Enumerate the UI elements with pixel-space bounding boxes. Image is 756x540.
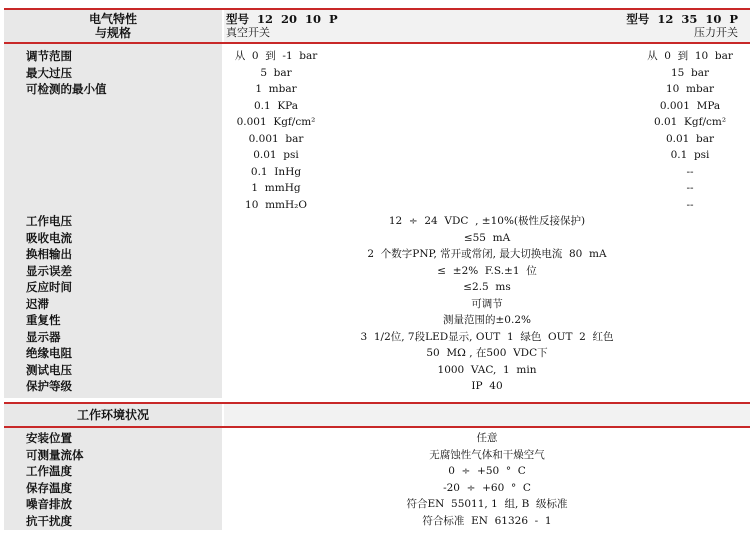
spec-value: 测量范围的±0.2% [443, 314, 531, 326]
row-label: 保护等级 [26, 379, 72, 393]
vacuum-value: 1 mmHg [251, 182, 301, 194]
row-label: 绝缘电阻 [26, 346, 72, 360]
env-value: 符合EN 55011, 1 组, B 级标准 [406, 498, 568, 510]
spec-value: 1000 VAC, 1 min [437, 363, 537, 376]
pressure-model-name: 型号 12 35 10 P [626, 12, 738, 26]
row-label: 可测量流体 [26, 447, 84, 462]
spec-value: IP 40 [471, 380, 503, 392]
env-value: 无腐蚀性气体和干燥空气 [429, 448, 545, 461]
vacuum-value: 0.1 KPa [253, 99, 299, 112]
spec-value: 12 ÷ 24 VDC , ±10%(极性反接保护) [388, 215, 586, 227]
vacuum-value: 0.1 InHg [250, 165, 302, 178]
pressure-value: -- [686, 198, 694, 211]
row-label: 显示误差 [26, 263, 72, 278]
env-value: -20 ÷ +60 ° C [443, 481, 531, 494]
row-label: 工作电压 [26, 214, 72, 228]
pressure-model-header [626, 13, 738, 39]
row-label: 吸收电流 [26, 230, 72, 245]
row-label: 工作温度 [26, 464, 72, 478]
spec-value: ≤ ±2% F.S.±1 位 [437, 264, 537, 277]
row-label: 最大过压 [26, 65, 72, 80]
vacuum-value: 从 0 到 -1 bar [234, 50, 318, 62]
pressure-value: 0.1 psi [670, 149, 710, 161]
vacuum-model-type: 真空开关 [226, 26, 270, 39]
pressure-value: 从 0 到 10 bar [647, 50, 733, 62]
pressure-value: 0.01 Kgf/cm² [653, 116, 727, 128]
spec-value: 50 MΩ , 在500 VDC下 [426, 347, 548, 359]
vacuum-value: 0.01 psi [253, 149, 299, 161]
top-rule [4, 8, 750, 10]
spec-value: 3 1/2位, 7段LED显示, OUT 1 绿色 OUT 2 红色 [360, 330, 614, 343]
env-value: 符合标准 EN 61326 - 1 [422, 514, 552, 527]
row-label: 可检测的最小值 [26, 82, 107, 96]
env-value: 0 ÷ +50 ° C [448, 465, 526, 477]
row-label: 重复性 [26, 313, 61, 327]
pressure-value: 0.01 bar [665, 132, 715, 145]
section-title-electrical [4, 12, 222, 40]
env-top-rule [4, 402, 750, 404]
spec-value: ≤2.5 ms [463, 281, 511, 293]
vacuum-value: 1 mbar [255, 83, 297, 95]
spec-value: 2 个数字PNP, 常开或常闭, 最大切换电流 80 mA [367, 248, 607, 260]
spec-value: ≤55 mA [463, 231, 511, 244]
pressure-model-type: 压力开关 [694, 26, 738, 39]
vacuum-value: 0.001 Kgf/cm² [236, 116, 316, 128]
row-label: 安装位置 [26, 431, 72, 445]
section-title-environment: 工作环境状况 [76, 408, 149, 422]
pressure-value: 0.001 MPa [659, 99, 721, 112]
row-label: 迟滞 [26, 296, 49, 311]
row-label: 保存温度 [26, 480, 72, 495]
row-label: 反应时间 [26, 280, 72, 294]
header-rule [4, 42, 750, 44]
section-title-line2: 与规格 [94, 26, 131, 40]
pressure-value: 10 mbar [666, 83, 714, 95]
env-value: 任意 [476, 432, 498, 444]
pressure-value: -- [686, 165, 694, 178]
vacuum-value: 10 mmH₂O [245, 198, 307, 211]
spec-value: 可调节 [471, 297, 503, 310]
row-label: 换相输出 [26, 247, 72, 261]
pressure-value: 15 bar [670, 66, 710, 79]
vacuum-value: 0.001 bar [248, 132, 304, 145]
vacuum-value: 5 bar [260, 66, 292, 79]
row-label: 测试电压 [26, 362, 72, 377]
row-label: 调节范围 [26, 49, 72, 63]
vacuum-model-header [226, 13, 338, 39]
row-label: 噪音排放 [26, 497, 72, 511]
section-title-line1: 电气特性 [88, 12, 137, 26]
vacuum-model-name: 型号 12 20 10 P [226, 12, 338, 26]
row-label: 抗干扰度 [26, 513, 72, 528]
pressure-value: -- [686, 182, 694, 194]
env-header-rule [4, 426, 750, 428]
row-label: 显示器 [26, 329, 61, 344]
env-header-band [224, 404, 750, 426]
